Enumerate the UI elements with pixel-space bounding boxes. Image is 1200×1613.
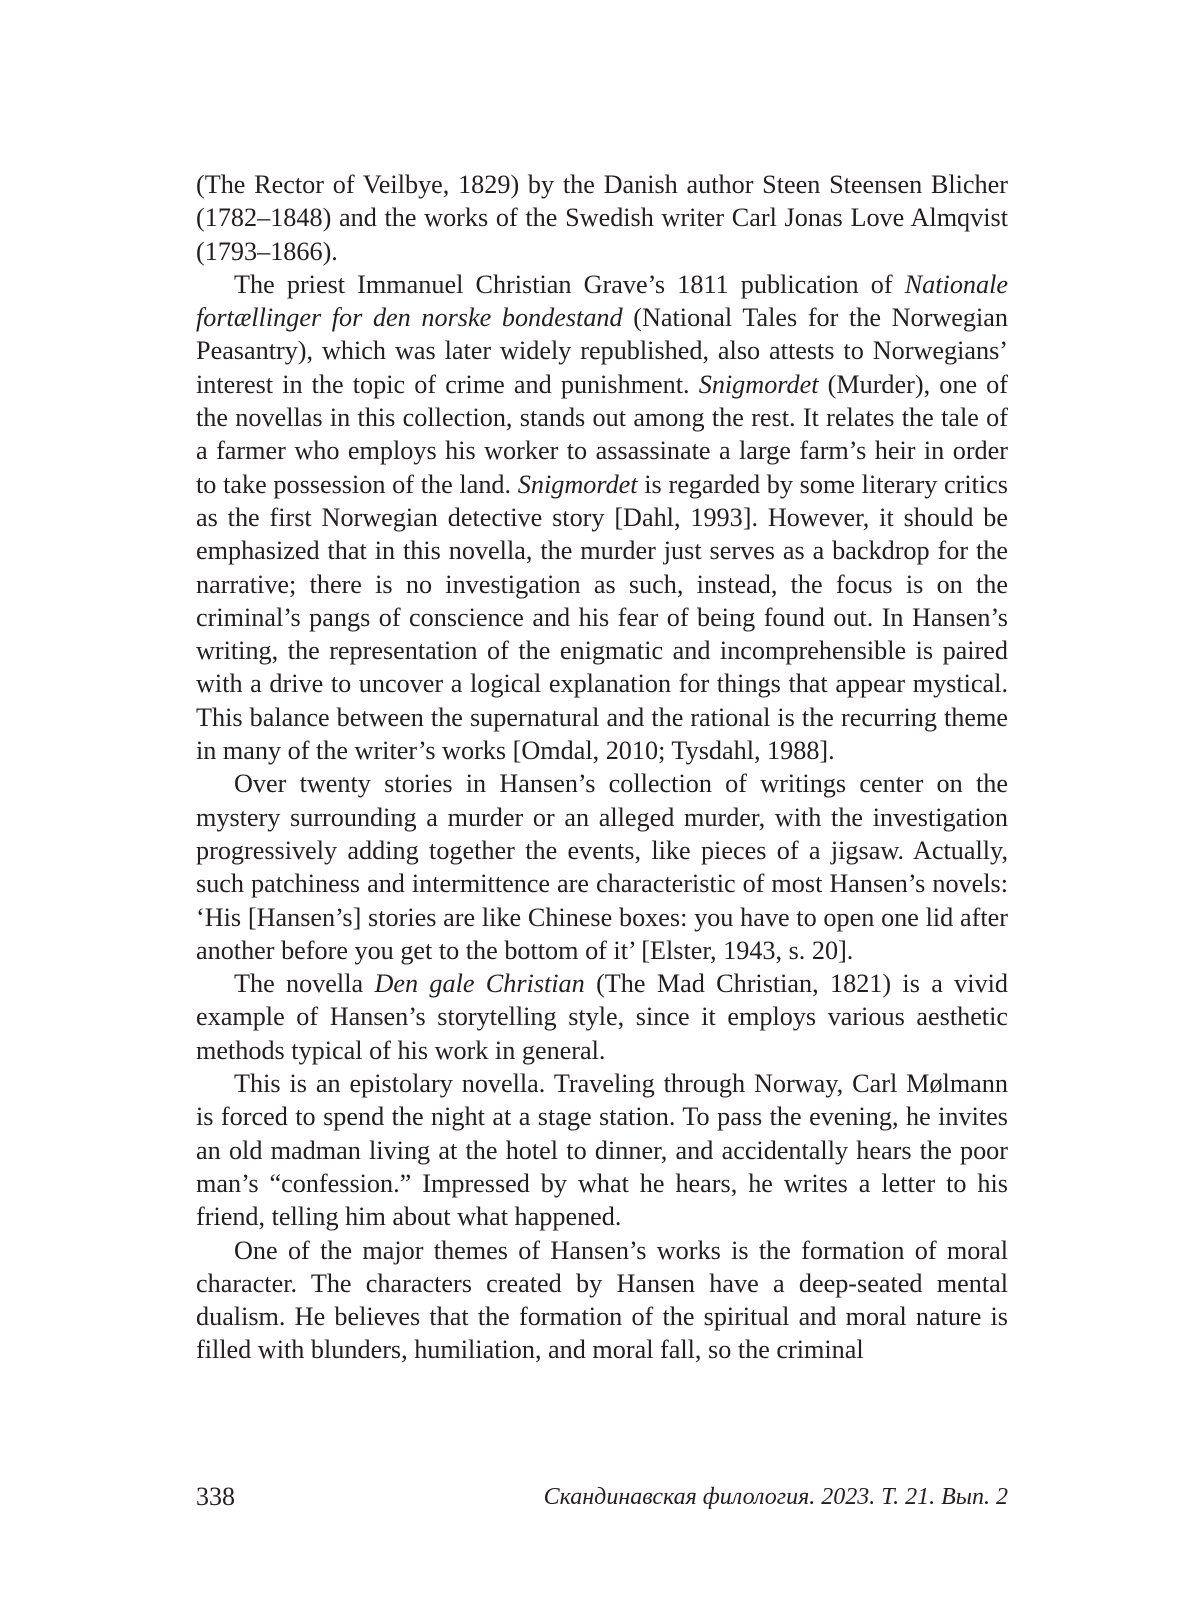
article-body [196, 168, 1008, 1367]
paragraph-text: (The Rector of Veilbye, 1829) by the Danish author Steen Steensen Blicher (1782–1848) and the works of the Swedish writer Carl Jonas Love Almqvist (1793–1866). [196, 170, 1008, 266]
paragraph-text: (National Tales for the Norwegian Peasantry), which was later widely republished, also attests to Norwegians’ interest in the topic of crime and punishment. [196, 303, 1008, 399]
italic-title: Den gale Christian [374, 969, 585, 999]
paragraph [196, 1234, 1008, 1367]
paragraph [196, 967, 1008, 1067]
italic-title: Snigmordet [517, 469, 638, 499]
paragraph [196, 168, 1008, 268]
paragraph-text: The priest Immanuel Christian Grave’s 1811 publication of [234, 269, 905, 299]
paragraph-text: (Murder), one of the novellas in this collection, stands out among the rest. It relates the tale of a farmer who employs his worker to assassinate a large farm’s heir in order to take possession of the land. [196, 369, 1008, 499]
paragraph-text: This is an epistolary novella. Traveling through Norway, Carl Mølmann is forced to spend the night at a stage station. To pass the evening, he invites an old madman living at the hotel to dinner, and accidentally hears the poor man’s “confession.” Impressed by what he hears, he writes a letter to his friend, telling him about what happened. [196, 1069, 1008, 1232]
paragraph-text: One of the major themes of Hansen’s works is the formation of moral character. The characters created by Hansen have a deep-seated mental dualism. He believes that the formation of the spiritual and moral nature is filled with blunders, humiliation, and moral fall, so the criminal [196, 1235, 1008, 1365]
italic-title: Snigmordet [698, 369, 819, 399]
paragraph-text: is regarded by some literary critics as the first Norwegian detective story [Dahl, 1993]. However, it should be emphasized that in this novella, the murder just serves as a backdrop for the narrative; there is no investigation as such, instead, the focus is on the criminal’s pangs of conscience and his fear of being found out. In Hansen’s writing, the representation of the enigmatic and incomprehensible is paired with a drive to uncover a logical explanation for things that appear mystical. This balance between the supernatural and the rational is the recurring theme in many of the writer’s works [Omdal, 2010; Tysdahl, 1988]. [196, 469, 1008, 766]
paragraph [196, 268, 1008, 767]
paragraph [196, 767, 1008, 967]
paragraph [196, 1067, 1008, 1233]
running-title: Скандинавская филология. 2023. Т. 21. Вып. 2 [543, 1484, 1008, 1510]
paragraph-text: Over twenty stories in Hansen’s collection of writings center on the mystery surrounding a murder or an alleged murder, with the investigation progressively adding together the events, like pieces of a jigsaw. Actually, such patchiness and intermittence are characteristic of most Hansen’s novels: ‘His [Hansen’s] stories are like Chinese boxes: you have to open one lid after another before you get to the bottom of it’ [Elster, 1943, s. 20]. [196, 769, 1008, 965]
paragraph-text: The novella [234, 969, 375, 999]
paragraph-text: (The Mad Christian, 1821) is a vivid example of Hansen’s storytelling style, since it employs various aesthetic methods typical of his work in general. [196, 969, 1008, 1065]
page-number: 338 [196, 1482, 235, 1511]
italic-title: Nationale fortællinger for den norske bondestand [196, 269, 1008, 333]
page-footer [196, 1480, 1008, 1514]
